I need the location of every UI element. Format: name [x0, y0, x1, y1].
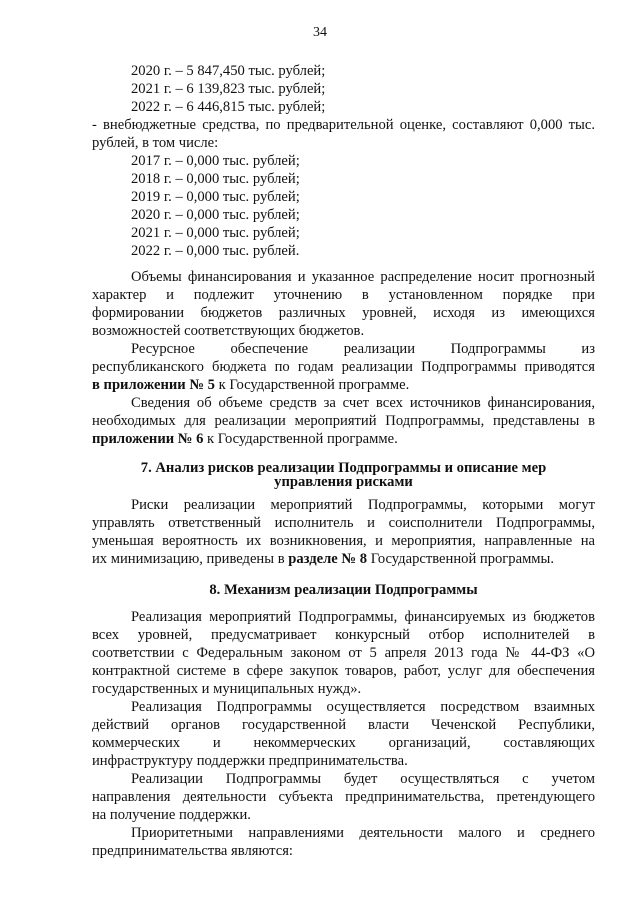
extrabudget-line-2: рублей, в том числе: [92, 135, 219, 151]
forecast-line-2: характер и подлежит уточнению в установленном порядке при [92, 287, 595, 303]
s8-p2-line-3: коммерческих и некоммерческих организаций, составляющих [92, 735, 595, 751]
resources-line-1: Ресурсное обеспечение реализации Подпрограммы из [131, 341, 595, 357]
section-8-title: 8. Механизм реализации Подпрограммы [209, 582, 478, 598]
s8-p1-line-4: контрактной системе в сфере закупок товаров, работ, услуг для обеспечения [92, 663, 595, 679]
zero-line-2021: 2021 г. – 0,000 тыс. рублей; [131, 225, 300, 241]
section-7-line-3: уменьшая вероятность их возникновения, и мероприятия, направленные на [92, 533, 595, 549]
section-7-title-line-1: 7. Анализ рисков реализации Подпрограммы и описание мер [140, 460, 547, 476]
s8-p2-line-1: Реализация Подпрограммы осуществляется посредством взаимных [131, 699, 595, 715]
s8-p3-line-3: на получение поддержки. [92, 807, 251, 823]
budget-line-2022: 2022 г. – 6 446,815 тыс. рублей; [131, 99, 326, 115]
zero-line-2017: 2017 г. – 0,000 тыс. рублей; [131, 153, 300, 169]
section-8-ref: разделе № 8 [288, 551, 368, 567]
resources-line-2: республиканского бюджета по годам реализации Подпрограммы приводятся [92, 359, 595, 375]
zero-line-2022: 2022 г. – 0,000 тыс. рублей. [131, 243, 300, 259]
section-7-line-1: Риски реализации мероприятий Подпрограммы, которыми могут [131, 497, 595, 513]
appendix-6-ref: приложении № 6 [92, 431, 204, 447]
s8-p4-line-2: предпринимательства являются: [92, 843, 293, 859]
zero-line-2020: 2020 г. – 0,000 тыс. рублей; [131, 207, 300, 223]
info-line-2: необходимых для реализации мероприятий Подпрограммы, представлены в [92, 413, 595, 429]
s8-p4-line-1: Приоритетными направлениями деятельности малого и среднего [131, 825, 595, 841]
zero-line-2018: 2018 г. – 0,000 тыс. рублей; [131, 171, 300, 187]
page-number: 34 [313, 25, 327, 40]
info-line-1: Сведения об объеме средств за счет всех источников финансирования, [131, 395, 595, 411]
appendix-5-ref: в приложении № 5 [92, 377, 215, 393]
forecast-line-3: формировании бюджетов различных уровней, исходя из имеющихся [92, 305, 595, 321]
resources-line-3: в приложении № 5 к Государственной программе. [92, 377, 410, 393]
s8-p1-line-3: соответствии с Федеральным законом от 5 апреля 2013 года № 44-ФЗ «О [92, 645, 595, 661]
s8-p1-line-2: всех уровней, предусматривает конкурсный отбор исполнителей в [92, 627, 595, 643]
section-7-title-line-2: управления рисками [274, 474, 413, 490]
budget-line-2021: 2021 г. – 6 139,823 тыс. рублей; [131, 81, 326, 97]
section-7-line-4: их минимизацию, приведены в разделе № 8 Государственной программы. [92, 551, 554, 567]
s8-p2-line-4: инфраструктуру поддержки предпринимательства. [92, 753, 408, 769]
extrabudget-line-1: - внебюджетные средства, по предварительной оценке, составляют 0,000 тыс. [92, 117, 595, 133]
zero-line-2019: 2019 г. – 0,000 тыс. рублей; [131, 189, 300, 205]
s8-p1-line-1: Реализация мероприятий Подпрограммы, финансируемых из бюджетов [131, 609, 595, 625]
section-7-line-2: управлять ответственный исполнитель и соисполнители Подпрограммы, [92, 515, 595, 531]
budget-line-2020: 2020 г. – 5 847,450 тыс. рублей; [131, 63, 326, 79]
forecast-line-4: возможностей соответствующих бюджетов. [92, 323, 365, 339]
forecast-line-1: Объемы финансирования и указанное распределение носит прогнозный [131, 269, 595, 285]
s8-p2-line-2: действий органов государственной власти Чеченской Республики, [92, 717, 595, 733]
s8-p3-line-2: направления деятельности субъекта предпринимательства, претендующего [92, 789, 595, 805]
info-line-3: приложении № 6 к Государственной программе. [92, 431, 398, 447]
s8-p3-line-1: Реализации Подпрограммы будет осуществляться с учетом [131, 771, 595, 787]
s8-p1-line-5: государственных и муниципальных нужд». [92, 681, 362, 697]
